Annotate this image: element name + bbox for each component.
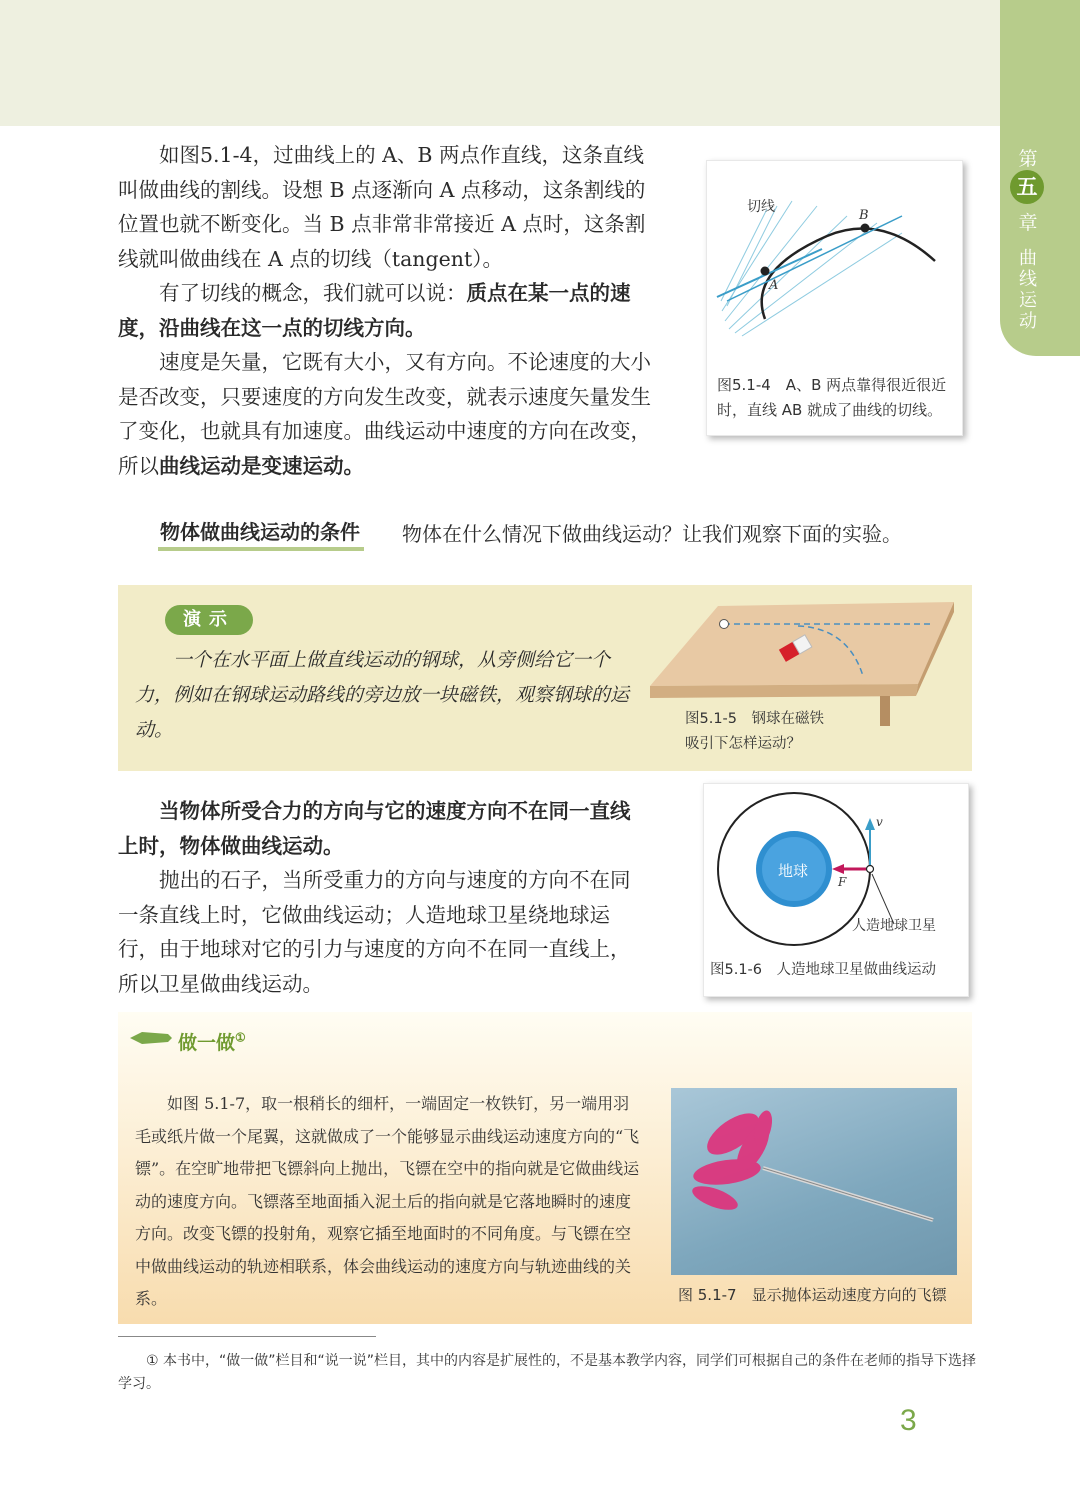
activity-title-text: 做一做 bbox=[178, 1032, 236, 1054]
footnote bbox=[118, 1350, 978, 1396]
variable-motion-statement: 曲线运动是变速运动。 bbox=[159, 453, 364, 478]
pointing-hand-icon bbox=[128, 1026, 174, 1050]
activity-title bbox=[178, 1028, 246, 1055]
earth-label: 地球 bbox=[778, 862, 809, 880]
paragraph-tangent-definition: 如图5.1-4，过曲线上的 A、B 两点作直线，这条直线叫做曲线的割线。设想 B 点逐渐向 A 点移动，这条割线的位置也就不断变化。当 B 点非常非常接近 A 点时，这条割线就叫做曲线在 A 点的切线（tangent）。 bbox=[118, 143, 646, 271]
chapter-title: 曲线运动 bbox=[1019, 248, 1037, 332]
tangent-paragraphs bbox=[118, 138, 658, 483]
figure-5-1-6-caption: 图5.1-6 人造地球卫星做曲线运动 bbox=[710, 962, 937, 978]
feather-dart-image bbox=[671, 1088, 957, 1275]
chapter-number-badge: 五 bbox=[1010, 170, 1044, 204]
top-header-band bbox=[0, 0, 1000, 126]
tangent-diagram bbox=[707, 161, 962, 366]
footnote-divider bbox=[118, 1336, 376, 1337]
demo-text: 一个在水平面上做直线运动的钢球，从旁侧给它一个力，例如在钢球运动路线的旁边放一块磁铁，观察钢球的运动。 bbox=[135, 649, 630, 741]
condition-heading: 物体做曲线运动的条件 bbox=[158, 516, 364, 551]
chapter-tab-di: 第 bbox=[1018, 148, 1038, 170]
condition-paragraphs bbox=[118, 794, 648, 1001]
paragraph-vector-text: 速度是矢量，它既有大小，又有方向。不论速度的大小是否改变，只要速度的方向发生改变，就表示速度矢量发生了变化，也就具有加速度。曲线运动中速度的方向在改变，所以 bbox=[118, 350, 651, 478]
chapter-tab-zhang: 章 bbox=[1018, 212, 1038, 234]
figure-5-1-5-caption: 图5.1-5 钢球在磁铁吸引下怎样运动？ bbox=[685, 711, 825, 752]
paragraph-variable-speed bbox=[118, 345, 658, 483]
footnote-text: ① 本书中，“做一做”栏目和“说一说”栏目，其中的内容是扩展性的，不是基本教学内容，同学们可根据自己的条件在老师的指导下选择学习。 bbox=[118, 1353, 977, 1392]
dart-photo bbox=[671, 1088, 957, 1275]
page-number: 3 bbox=[900, 1404, 917, 1437]
velocity-direction-statement: 质点在某一点的速度，沿曲线在这一点的切线方向。 bbox=[118, 281, 631, 340]
point-a-label: A bbox=[769, 278, 779, 293]
figure-5-1-4 bbox=[706, 160, 963, 436]
condition-rule-statement: 当物体所受合力的方向与它的速度方向不在同一直线上时，物体做曲线运动。 bbox=[118, 799, 631, 858]
demo-description bbox=[135, 643, 635, 748]
paragraph-velocity-lead: 有了切线的概念，我们就可以说： bbox=[159, 281, 467, 305]
satellite-label: 人造地球卫星 bbox=[852, 918, 936, 934]
demo-badge: 演示 bbox=[165, 605, 253, 635]
satellite-orbit-diagram bbox=[704, 784, 968, 954]
activity-text: 如图 5.1-7，取一根稍长的细杆，一端固定一枚铁钉，另一端用羽毛或纸片做一个尾翼，这就做成了一个能够显示曲线运动速度方向的“飞镖”。在空旷地带把飞镖斜向上抛出，飞镖在空中的指向就是它做曲线运动的速度方向。飞镖落至地面插入泥土后的指向就是它落地瞬时的速度方向。改变飞镖的投射角，观察它插至地面时的不同角度。与飞镖在空中做曲线运动的轨迹相联系，体会曲线运动的速度方向与轨迹曲线的关系。 bbox=[135, 1094, 640, 1308]
paragraph-condition-rule bbox=[118, 794, 648, 863]
force-label: F bbox=[838, 875, 847, 889]
footnote-marker: ① bbox=[235, 1030, 246, 1045]
condition-intro-text: 物体在什么情况下做曲线运动？让我们观察下面的实验。 bbox=[402, 522, 902, 546]
paragraph-examples: 抛出的石子，当所受重力的方向与速度的方向不在同一条直线上时，它做曲线运动；人造地球卫星绕地球运行，由于地球对它的引力与速度的方向不在同一直线上，所以卫星做曲线运动。 bbox=[118, 868, 631, 996]
paragraph-velocity-direction bbox=[118, 276, 658, 345]
point-b-label: B bbox=[859, 208, 869, 223]
figure-5-1-6 bbox=[703, 783, 969, 997]
figure-5-1-7-caption: 图 5.1-7 显示抛体运动速度方向的飞镖 bbox=[678, 1286, 947, 1304]
tangent-label: 切线 bbox=[747, 199, 775, 215]
velocity-label: v bbox=[876, 815, 883, 829]
figure-5-1-4-caption: 图5.1-4 A、B 两点靠得很近很近时，直线 AB 就成了曲线的切线。 bbox=[717, 376, 947, 419]
activity-description bbox=[135, 1088, 640, 1316]
